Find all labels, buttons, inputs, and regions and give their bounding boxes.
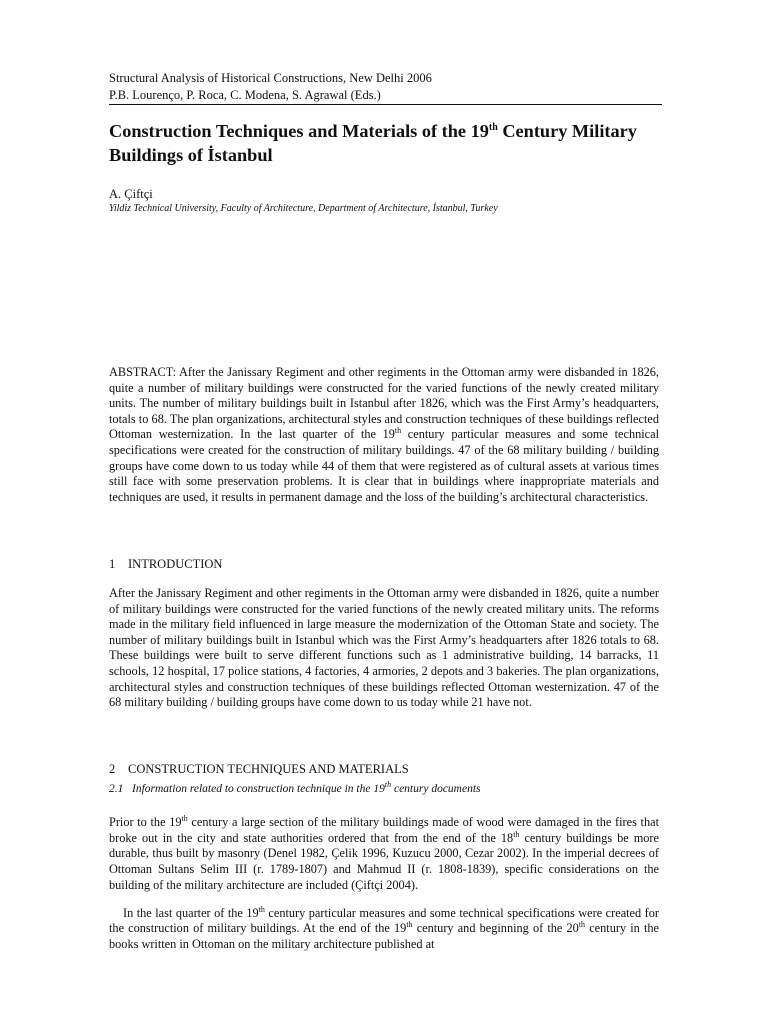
body-text-section2 (109, 803, 659, 965)
paragraph-2: In the last quarter of the 19th century particular measures and some technical specifications were created for the construction of military buildings. At the end of the 19th century and beginning of the 20th century in the books written in Ottoman on the military architecture published at (109, 904, 659, 951)
section-heading-construction: 2 CONSTRUCTION TECHNIQUES AND MATERIALS (109, 762, 409, 776)
running-header (109, 70, 659, 104)
conference-line: Structural Analysis of Historical Constructions, New Delhi 2006 (109, 71, 432, 85)
section-heading-introduction: 1 INTRODUCTION (109, 557, 223, 571)
author-name: A. Çiftçi (109, 187, 153, 201)
paper-title: Construction Techniques and Materials of the 19th Century Military Buildings of İstanbul (109, 121, 637, 165)
editors-line: P.B. Lourenço, P. Roca, C. Modena, S. Agrawal (Eds.) (109, 88, 381, 102)
introduction-paragraph: After the Janissary Regiment and other regiments in the Ottoman army were disbanded in 1826, quite a number of military buildings were constructed for the varied functions of the newly created military units. The reforms made in the military field influenced in large measure the modernization of the Ottoman State and society. The number of military buildings built in Istanbul which was the First Army’s headquarters after 1826 totals to 68. These buildings were built to serve different functions such as 1 administrative building, 14 barracks, 11 schools, 12 hospital, 17 police stations, 4 factories, 4 armories, 2 depots and 3 bakeries. The plan organizations, architectural styles and construction techniques of these buildings reflected Ottoman westernization. 47 of the 68 military building / building groups have come down to us today while 21 have not. (109, 586, 659, 710)
abstract: ABSTRACT: After the Janissary Regiment and other regiments in the Ottoman army were disbanded in 1826, quite a number of military buildings were constructed for the varied functions of the newly created military units. The number of military buildings built in Istanbul after 1826, which was the First Army’s headquarters, totals to 68. The plan organizations, architectural styles and construction techniques of these buildings reflected Ottoman westernization. In the last quarter of the 19th century particular measures and some technical specifications were created for the construction of military buildings. 47 of the 68 military building / building groups have come down to us today while 44 of them that were registered as of cultural assets at various times still face with some preservation problems. It is clear that in buildings where inappropriate materials and techniques are used, it results in permanent damage and the loss of the building’s architectural characteristics. (109, 365, 659, 504)
header-rule (109, 104, 662, 105)
author-affiliation: Yildiz Technical University, Faculty of Architecture, Department of Architecture, İstanbul, Turkey (109, 203, 498, 214)
paragraph-1: Prior to the 19th century a large section of the military buildings made of wood were damaged in the fires that broke out in the city and state authorities ordered that from the end of the 18th century buildings be more durable, thus built by masonry (Denel 1982, Çelik 1996, Kuzucu 2000, Cezar 2002). In the imperial decrees of Ottoman Sultans Selim III (r. 1789-1807) and Mahmud II (r. 1808-1839), specific considerations on the building of the military architecture are included (Çiftçi 2004). (109, 814, 659, 892)
subsection-heading: 2.1 Information related to construction technique in the 19th century documents (109, 780, 481, 795)
